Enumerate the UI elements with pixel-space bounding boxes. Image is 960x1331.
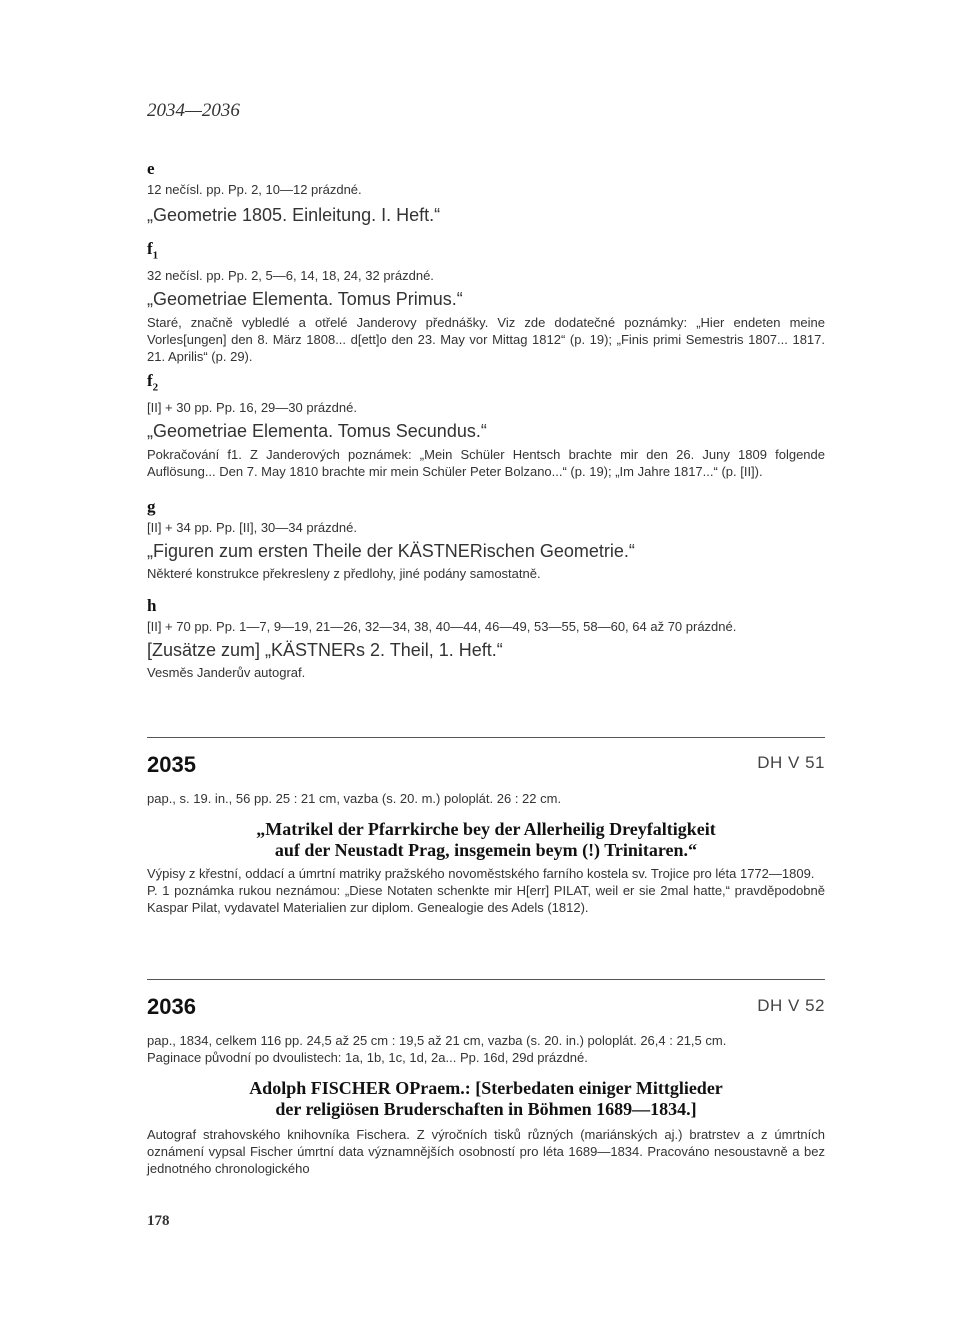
item-letter: e [147, 159, 155, 178]
section-divider [147, 737, 825, 738]
item-title: [Zusätze zum] „KÄSTNERs 2. Theil, 1. Heft.“ [147, 640, 503, 660]
entry-pagination: Paginace původní po dvoulistech: 1a, 1b, 1c, 1d, 2a... Pp. 16d, 29d prázdné. [147, 1050, 588, 1065]
item-f2 [147, 372, 825, 480]
item-title: „Geometrie 1805. Einleitung. I. Heft.“ [147, 205, 441, 225]
item-note: Některé konstrukce překresleny z předlohy, jiné podány samostatně. [147, 566, 541, 581]
item-note: Staré, značně vybledlé a otřelé Janderovy přednášky. Viz zde dodatečné poznámky: „Hier endeten meine Vorles[ungen] den 8. März 1808... d[ett]o den 23. May vor Mittag 1812“ (p. 19); „Finis primi Semestris 1807... 1817. 21. Aprilis“ (p. 29). [147, 315, 825, 365]
item-h [147, 597, 825, 681]
item-title: „Geometriae Elementa. Tomus Primus.“ [147, 289, 463, 310]
entry-title: Adolph FISCHER OPraem.: [Sterbedaten einiger Mittglieder der religiösen Bruderschaften in Böhmen 1689—1834.] [249, 1078, 723, 1119]
running-head: 2034—2036 [147, 100, 240, 121]
item-letter: h [147, 596, 157, 615]
item-desc: [II] + 34 pp. Pp. [II], 30—34 prázdné. [147, 520, 357, 535]
item-title: „Figuren zum ersten Theile der KÄSTNERischen Geometrie.“ [147, 541, 635, 561]
entry-title: „Matrikel der Pfarrkirche bey der Allerheilig Dreyfaltigkeit auf der Neustadt Prag, insgemein beym (!) Trinitaren.“ [256, 819, 716, 860]
entry-note: Autograf strahovského knihovníka Fischera. Z výročních tisků různých (mariánských aj.) bratrstev a z úmrtních oznámení vypsal Fischer úmrtní data významnějších osobností pro léta 1689—1834. Pracováno nesoustavně a bez jednotného chronologického [147, 1127, 825, 1176]
entry-note: P. 1 poznámka rukou neznámou: „Diese Notaten schenkte mir H[err] PILAT, weil er sie 2mal hatte,“ pravděpodobně Kaspar Pilat, vydavatel Materialien zur diplom. Genealogie des Adels (1812). [147, 883, 825, 915]
item-desc: [II] + 70 pp. Pp. 1—7, 9—19, 21—26, 32—34, 38, 40—44, 46—49, 53—55, 58—60, 64 až 70 prázdné. [147, 619, 737, 634]
item-desc: 32 nečísl. pp. Pp. 2, 5—6, 14, 18, 24, 32 prázdné. [147, 268, 434, 284]
entry-2035-body [147, 790, 825, 916]
item-letter: g [147, 497, 156, 516]
section-divider [147, 979, 825, 980]
entry-physical: pap., 1834, celkem 116 pp. 24,5 až 25 cm : 19,5 až 21 cm, vazba (s. 20. in.) poloplát. 26,4 : 21,5 cm. [147, 1033, 727, 1048]
entry-signature: DH V 51 [757, 753, 825, 772]
item-note: Vesměs Janderův autograf. [147, 665, 306, 680]
item-f1 [147, 240, 825, 365]
entry-2036-body [147, 1032, 825, 1177]
item-note: Pokračování f1. Z Janderových poznámek: „Mein Schüler Hentsch brachte mir den 26. Juny 1809 folgende Auflösung... Den 7. May 1810 brachte mir mein Schüler Peter Bolzano...“ (p. 19); „Im Jahre 1817...“ (p. [II]). [147, 447, 825, 480]
item-desc: [II] + 30 pp. Pp. 16, 29—30 prázdné. [147, 400, 357, 416]
page-number: 178 [147, 1213, 170, 1229]
item-desc: 12 nečísl. pp. Pp. 2, 10—12 prázdné. [147, 182, 362, 197]
item-g [147, 498, 825, 582]
entry-note: Výpisy z křestní, oddací a úmrtní matriky pražského novoměstského farního kostela sv. Trojice pro léta 1772—1809. [147, 866, 815, 881]
entry-number: 2036 [147, 994, 196, 1019]
item-letter: $f_1$ [147, 239, 159, 262]
item-title: „Geometriae Elementa. Tomus Secundus.“ [147, 421, 487, 442]
entry-physical: pap., s. 19. in., 56 pp. 25 : 21 cm, vazba (s. 20. m.) poloplát. 26 : 22 cm. [147, 791, 562, 806]
entry-number: 2035 [147, 752, 196, 777]
entry-signature: DH V 52 [757, 996, 825, 1015]
item-e [147, 160, 825, 226]
item-letter: $f_2$ [147, 371, 159, 394]
